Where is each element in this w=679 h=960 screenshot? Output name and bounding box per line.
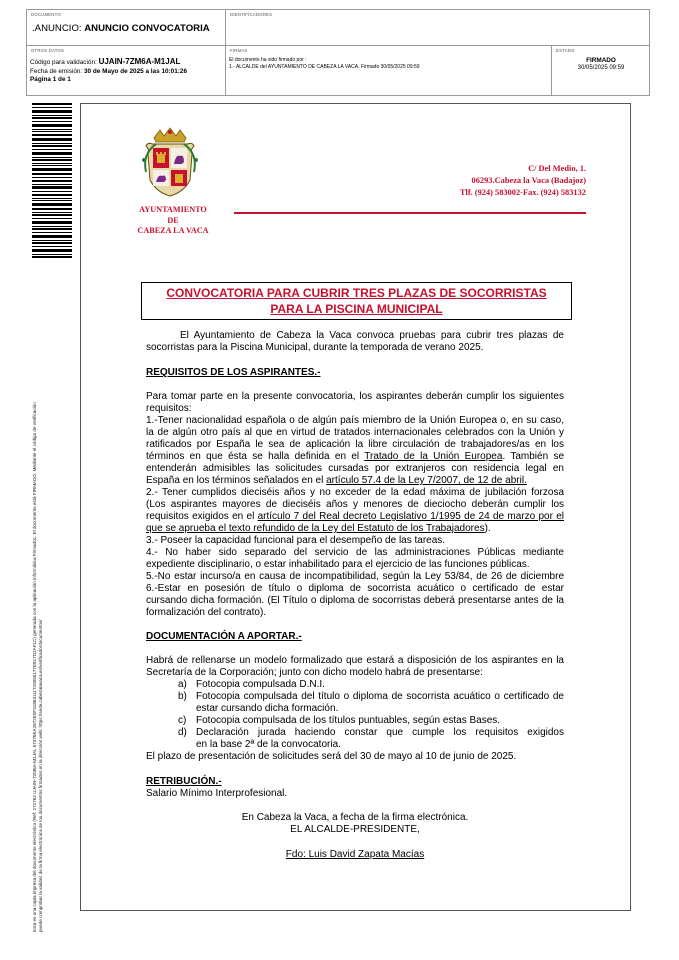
title-line-1: CONVOCATORIA PARA CUBRIR TRES PLAZAS DE SOCORRISTAS: [166, 286, 547, 300]
letterhead-divider: [234, 212, 586, 214]
documento-value: .ANUNCIO: ANUNCIO CONVOCATORIA: [32, 23, 210, 34]
documentacion-line: Secretaría de la Corporación; junto con dicho modelo habrá de presentarse:: [146, 667, 483, 678]
requisitos-line: (Los aspirantes mayores de dieciséis años y menores de dieciocho deberán cumplir los: [146, 499, 564, 510]
verification-note-line-2: puede comprobar la validez de la firma electrónica de los documentos firmados en la dirección web: https://sede.cabezalavaca.es/verificadordocumentos/: [38, 619, 44, 932]
otros-datos-cell: [27, 46, 226, 96]
list-marker: d): [178, 727, 187, 738]
estado-cell: [552, 46, 650, 96]
firmas-line-2: 1.- ALCALDE del AYUNTAMIENTO DE CABEZA LA VACA. Firmado 30/05/2025 09:59: [229, 64, 420, 70]
requisitos-line: cursando dicha formación. (El Título o diploma de socorristas deberá presentarse antes de la: [146, 595, 564, 606]
requisitos-line: 3.- Poseer la capacidad funcional para el desempeño de las tareas.: [146, 535, 446, 546]
list-item: Declaración jurada haciendo constar que cumple los requisitos exigidos: [196, 727, 564, 738]
coat-of-arms-icon: [134, 124, 206, 200]
list-item: estar cursando dicha formación.: [196, 703, 339, 714]
estado-date: 30/05/2025 09:59: [577, 65, 625, 71]
signature-place-date: En Cabeza la Vaca, a fecha de la firma electrónica.: [241, 812, 469, 823]
requisitos-line: ratificados por España le sea de aplicación la libre circulación de trabajadores/as en los: [146, 439, 564, 450]
requisitos-heading: REQUISITOS DE LOS ASPIRANTES.-: [146, 367, 321, 378]
requisitos-line: la de algún otro país al que en virtud de tratados internacionales celebrados con la Unión y: [146, 427, 564, 438]
requisitos-line: entenderán admisibles las solicitudes cursadas por extranjeros con residencia legal en: [146, 463, 564, 474]
requisitos-line: términos en que ésta se halla definida en el Tratado de la Unión Europea. También se: [146, 451, 565, 462]
estado-value: FIRMADO: [586, 57, 616, 64]
documentacion-line: Habrá de rellenarse un modelo formalizado que estará a disposición de los aspirantes en la: [146, 655, 564, 666]
document-header: [26, 9, 650, 96]
requisitos-line: 4.- No haber sido separado del servicio de las administraciones Públicas mediante: [146, 547, 564, 558]
requisitos-line: requisitos exigidos en el artículo 7 del Real decreto Legislativo 1/1995 de 24 de marzo por el: [146, 511, 565, 522]
requisitos-line: 2.- Tener cumplidos dieciséis años y no exceder de la edad máxima de jubilación forzosa: [146, 487, 564, 498]
list-item: en la base 2ª de la convocatoria.: [196, 739, 341, 750]
estado-label: ESTADO: [556, 48, 575, 53]
list-marker: b): [178, 691, 187, 702]
list-marker: a): [178, 679, 187, 690]
list-item: Fotocopia compulsada del título o diploma de socorrista acuático o certificado de: [196, 691, 564, 702]
otros-datos-label: OTROS DATOS: [31, 48, 65, 53]
identificadores-cell: [226, 10, 650, 46]
verification-note-line-1: Esta es una copia impresa del documento electrónico (Ref: 272762 UJAIN-7ZM6A-M1JAL 57476EA2872E0F31863111720055177E817D2AF1C) generada con la aplicación informática Firmadoc. El documento está FIRMADO. Mediante el código de verificación: [32, 402, 37, 932]
requisitos-line: España en los términos señalados en el artículo 57.4 de la Ley 7/2007, de 12 de abril.: [146, 475, 527, 486]
real-decreto-link: artículo 7 del Real decreto Legislativo 1/1995 de 24 de marzo por el: [257, 511, 565, 522]
documento-label: DOCUMENTO: [31, 12, 61, 17]
requisitos-line: 1.-Tener nacionalidad española o de algún país miembro de la Unión Europea o, en su caso,: [146, 415, 564, 426]
pagina: Página 1 de 1: [30, 76, 71, 83]
firmas-cell: [226, 46, 552, 96]
requisitos-line: que se aprueba el texto refundido de la Ley del Estatuto de los Trabajadores).: [146, 523, 491, 534]
estatuto-link: que se aprueba el texto refundido de la Ley del Estatuto de los Trabajadores: [146, 523, 485, 534]
barcode-icon: [32, 103, 72, 260]
requisitos-line: 6.-Estar en posesión de título o diploma de socorrista acuático o certificado de estar: [146, 583, 564, 594]
plazo-line: El plazo de presentación de solicitudes será del 30 de mayo al 10 de junio de 2025.: [146, 751, 517, 762]
documentacion-heading: DOCUMENTACIÓN A APORTAR.-: [146, 631, 302, 642]
list-marker: c): [178, 715, 187, 726]
list-item: Fotocopia compulsada de los títulos puntuables, según estas Bases.: [196, 715, 501, 726]
requisitos-line: Para tomar parte en la presente convocatoria, los aspirantes deberán cumplir los siguientes: [146, 391, 564, 402]
title-line-2: PARA LA PISCINA MUNICIPAL: [270, 302, 443, 316]
ley-7-2007-link: artículo 57.4 de la Ley 7/2007, de 12 de abril.: [326, 475, 527, 486]
requisitos-line: 5.-No estar incurso/a en causa de incompatibilidad, según la Ley 53/84, de 26 de diciembre: [146, 571, 564, 582]
signature-title: EL ALCALDE-PRESIDENTE,: [290, 824, 420, 835]
identificadores-label: IDENTIFICADORES: [230, 12, 273, 17]
requisitos-line: requisitos:: [146, 403, 192, 414]
documento-cell: [27, 10, 226, 46]
signature-name: Fdo: Luis David Zapata Macías: [285, 849, 425, 860]
retribucion-heading: RETRIBUCIÓN.-: [146, 776, 222, 787]
requisitos-line: formalización del contrato).: [146, 607, 267, 618]
list-item: Fotocopia compulsada D.N.I.: [196, 679, 325, 690]
intro-line-1: El Ayuntamiento de Cabeza la Vaca convoca pruebas para cubrir tres plazas de: [180, 330, 564, 341]
address-block: C/ Del Medio, 1. 06293.Cabeza la Vaca (Badajoz) Tlf. (924) 583002-Fax. (924) 583132: [459, 164, 586, 197]
codigo-validacion: Código para validación: UJAIN-7ZM6A-M1JAL: [30, 57, 181, 66]
verification-note: [32, 272, 44, 932]
retribucion-value: Salario Mínimo Interprofesional.: [146, 788, 288, 799]
intro-line-2: socorristas para la Piscina Municipal, durante la temporada de verano 2025.: [146, 342, 484, 353]
fecha-emision: Fecha de emisión: 30 de Mayo de 2025 a las 10:01:26: [30, 68, 188, 75]
firmas-line-1: El documento ha sido firmado por :: [229, 57, 307, 63]
requisitos-line: expediente disciplinario, o estar inhabilitado para el ejercicio de las funciones públicas.: [146, 559, 530, 570]
firmas-label: FIRMAS: [230, 48, 248, 53]
tratado-link: Tratado de la Unión Europea: [364, 451, 503, 462]
ayuntamiento-name: AYUNTAMIENTO DE CABEZA LA VACA: [137, 205, 209, 235]
